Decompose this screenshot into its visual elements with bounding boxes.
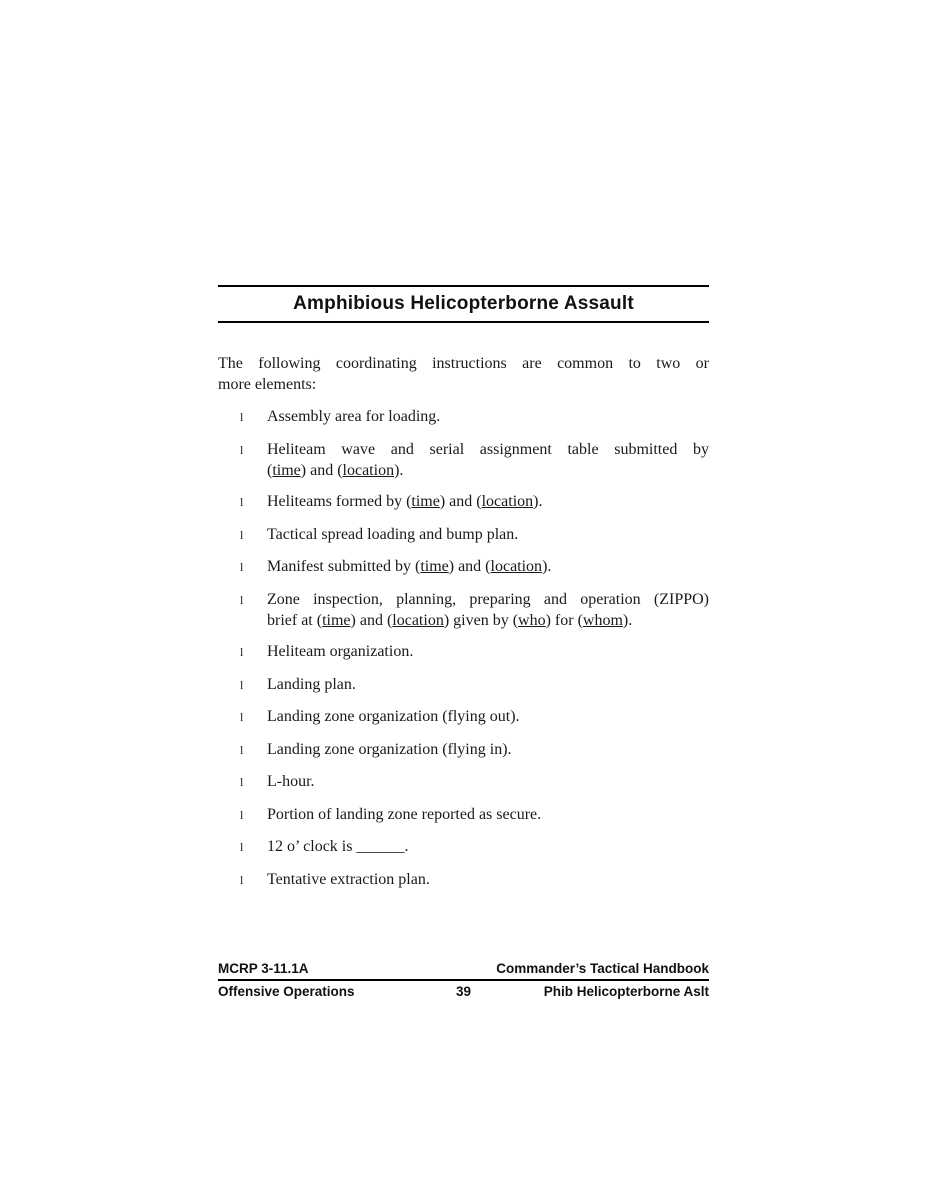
list-item (218, 706, 709, 728)
bullet-icon: l (240, 710, 244, 724)
text-segment: ). (622, 611, 633, 629)
list-item (218, 491, 709, 513)
text-line (267, 869, 709, 890)
text-segment: more elements: (218, 376, 317, 393)
text-segment: ) for ( (545, 611, 583, 629)
fill-in-blank-term: time (411, 493, 440, 510)
section-header (218, 285, 709, 323)
bullet-icon: l (240, 872, 244, 887)
text-segment: Portion of landing zone reported as secure. (267, 805, 542, 823)
doc-title: Commander’s Tactical Handbook (496, 961, 709, 976)
text-segment: Manifest submitted by ( (267, 558, 421, 575)
text-line (267, 610, 709, 631)
list-item-text (267, 674, 709, 695)
list-item-text (267, 836, 709, 857)
list-item-text (267, 771, 709, 792)
text-line (267, 771, 709, 792)
text-segment: Landing plan. (267, 675, 356, 693)
bullet-icon: l (240, 677, 244, 692)
list-item-text (267, 524, 709, 545)
footer-chapter: Phib Helicopterborne Aslt (543, 984, 709, 999)
list-item (218, 589, 709, 631)
text-segment: ). (394, 461, 404, 479)
text-line (267, 406, 709, 427)
list-item-text (267, 641, 709, 662)
footer-row-top (218, 961, 709, 981)
text-segment: L-hour. (267, 773, 315, 790)
fill-in-blank-term: time (420, 558, 449, 575)
fill-in-blank-term: location (490, 558, 543, 575)
text-line (267, 674, 709, 695)
list-item-text (267, 589, 709, 631)
list-item (218, 869, 709, 891)
text-line (267, 836, 709, 857)
list-item-text (267, 706, 709, 727)
text-segment: The following coordinating instructions are common to two or (218, 355, 709, 372)
text-segment: Tentative extraction plan. (267, 870, 430, 888)
list-item-text (267, 804, 709, 825)
text-segment: ). (533, 493, 543, 510)
page-number: 39 (455, 984, 472, 999)
list-item-text (267, 439, 709, 481)
list-item (218, 439, 709, 481)
text-segment: ) and ( (439, 493, 482, 510)
text-segment: ) and ( (300, 461, 343, 479)
text-line (267, 706, 709, 727)
doc-number: MCRP 3-11.1A (218, 961, 309, 976)
text-segment: Landing zone organization (flying in). (267, 740, 512, 758)
text-segment: ). (542, 558, 552, 575)
bullet-icon: l (240, 410, 244, 424)
text-line (267, 439, 709, 460)
text-segment: ( (267, 461, 273, 479)
list-item (218, 556, 709, 578)
list-item-text (267, 869, 709, 890)
bullet-icon: l (240, 592, 244, 607)
list-item (218, 641, 709, 663)
bullet-icon: l (240, 560, 244, 574)
text-segment: brief at ( (267, 611, 323, 629)
list-item (218, 524, 709, 546)
bullet-icon: l (240, 527, 244, 542)
bullet-icon: l (240, 775, 244, 789)
fill-in-blank-term: location (481, 493, 534, 510)
bullet-icon: l (240, 442, 244, 457)
text-segment: ) given by ( (443, 611, 519, 629)
bullet-icon: l (240, 495, 244, 509)
text-segment: Assembly area for loading. (267, 408, 441, 425)
text-line (267, 739, 709, 760)
text-line (267, 556, 709, 577)
text-line (267, 641, 709, 662)
text-line (267, 804, 709, 825)
fill-in-blank-term: whom (582, 611, 623, 629)
text-segment: Zone inspection, planning, preparing and operation (ZIPPO) (267, 590, 709, 608)
footer-section: Offensive Operations (218, 984, 355, 999)
fill-in-blank-term: who (518, 611, 546, 629)
footer-row-bottom (218, 981, 709, 999)
text-line (218, 353, 709, 374)
text-segment: Heliteams formed by ( (267, 493, 412, 510)
text-segment: ) and ( (350, 611, 393, 629)
coordinating-instructions-list (218, 406, 709, 891)
list-item-text (267, 739, 709, 760)
page-footer (218, 961, 709, 999)
list-item (218, 836, 709, 858)
text-line (267, 491, 709, 512)
list-item-text (267, 491, 709, 512)
list-item (218, 739, 709, 761)
text-line (267, 524, 709, 545)
text-line (267, 460, 709, 481)
fill-in-blank-term: location (342, 461, 395, 479)
page-title: Amphibious Helicopterborne Assault (293, 293, 634, 314)
list-item (218, 771, 709, 793)
intro-paragraph (218, 353, 709, 395)
text-line (218, 374, 709, 395)
bullet-icon: l (240, 807, 244, 822)
text-segment: Landing zone organization (flying out). (267, 708, 520, 725)
list-item-text (267, 406, 709, 427)
list-item-text (267, 556, 709, 577)
text-line (267, 589, 709, 610)
bullet-icon: l (240, 742, 244, 757)
page-content (218, 285, 709, 901)
fill-in-blank-term: time (272, 461, 301, 479)
text-segment: ) and ( (448, 558, 491, 575)
text-segment: Heliteam wave and serial assignment table submitted by (267, 440, 709, 458)
text-segment: Heliteam organization. (267, 643, 414, 660)
bullet-icon: l (240, 840, 244, 854)
list-item (218, 804, 709, 826)
list-item (218, 674, 709, 696)
text-segment: Tactical spread loading and bump plan. (267, 525, 519, 543)
fill-in-blank-term: time (322, 611, 351, 629)
fill-in-blank-term: location (392, 611, 444, 629)
text-segment: 12 o’ clock is ______. (267, 838, 409, 855)
bullet-icon: l (240, 645, 244, 659)
list-item (218, 406, 709, 428)
